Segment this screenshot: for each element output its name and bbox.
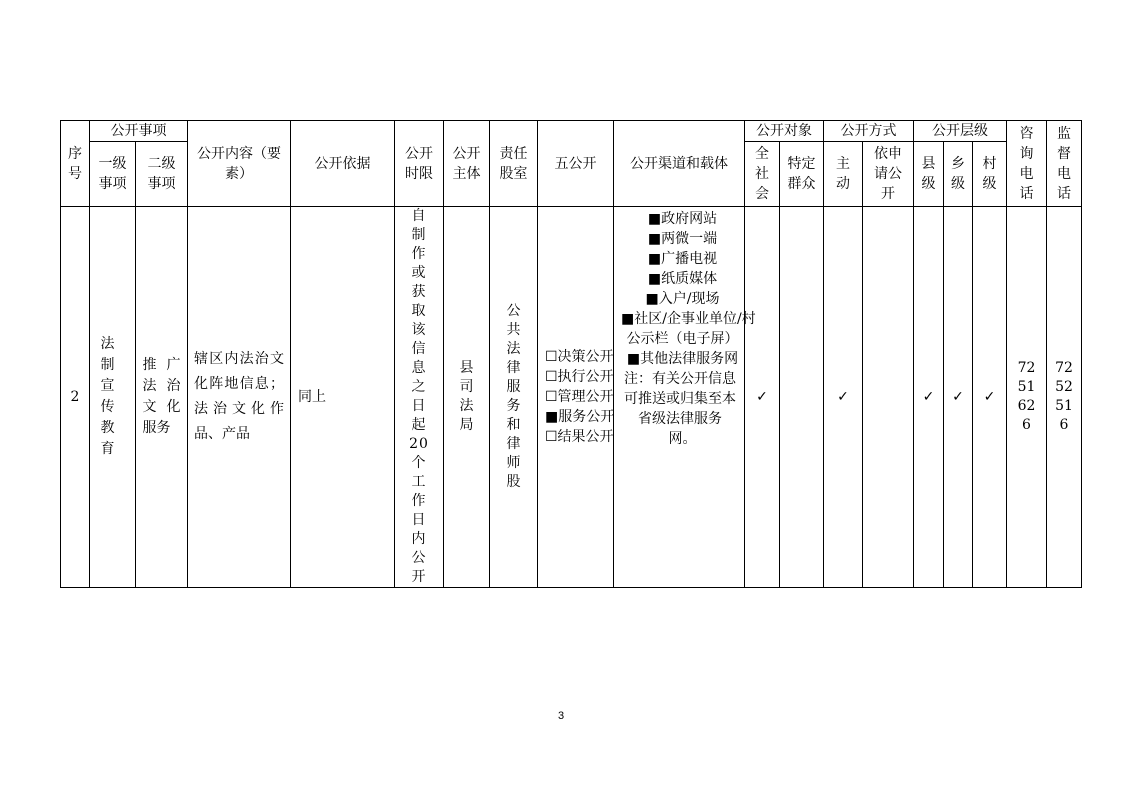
row-seq: 2 bbox=[61, 207, 90, 588]
header-public-item: 公开事项 bbox=[90, 121, 188, 142]
channel-item: 公示栏（电子屏） bbox=[626, 331, 739, 347]
header-row-1 bbox=[61, 121, 1082, 142]
channel-item: ■两微一端 bbox=[647, 231, 718, 247]
check-method-active: ✓ bbox=[824, 207, 863, 588]
header-time-limit: 公开时限 bbox=[395, 121, 444, 207]
channel-item: ■入户/现场 bbox=[645, 291, 720, 307]
check-target-specific bbox=[780, 207, 824, 588]
header-subject: 公开主体 bbox=[444, 121, 490, 207]
channel-note-end: 网。 bbox=[668, 431, 697, 447]
five-public-execution: ☐执行公开 bbox=[545, 369, 614, 385]
header-seq: 序号 bbox=[61, 121, 90, 207]
header-content: 公开内容（要素） bbox=[188, 121, 291, 207]
header-channel: 公开渠道和载体 bbox=[614, 121, 745, 207]
channel-note: 注：有关公开信息可推送或归集至本省级法律服务 bbox=[624, 371, 736, 427]
header-office: 责任股室 bbox=[490, 121, 538, 207]
header-level2: 二级事项 bbox=[136, 142, 188, 207]
channel-item: ■广播电视 bbox=[647, 251, 718, 267]
row-level2: 推广法治文化服务 bbox=[136, 207, 188, 588]
row-consult-phone: 7251626 bbox=[1007, 207, 1047, 588]
page-number: 3 bbox=[557, 710, 565, 722]
header-method: 公开方式 bbox=[824, 121, 914, 142]
header-target: 公开对象 bbox=[745, 121, 824, 142]
row-office: 公共法律服务和律师股 bbox=[490, 207, 538, 588]
channel-item: ■其他法律服务网 bbox=[626, 351, 739, 367]
channel-item: ■社区/企事业单位/村 bbox=[621, 311, 756, 327]
row-basis: 同上 bbox=[291, 207, 395, 588]
check-method-apply bbox=[863, 207, 914, 588]
row-subject: 县司法局 bbox=[444, 207, 490, 588]
table-row bbox=[61, 207, 1082, 588]
header-village: 村级 bbox=[973, 142, 1007, 207]
header-level1: 一级事项 bbox=[90, 142, 136, 207]
check-village: ✓ bbox=[973, 207, 1007, 588]
five-public-service: ■服务公开 bbox=[545, 409, 615, 425]
header-five-public: 五公开 bbox=[538, 121, 614, 207]
header-consult-phone: 咨询电话 bbox=[1007, 121, 1047, 207]
channel-item: ■政府网站 bbox=[647, 211, 718, 227]
check-target-all: ✓ bbox=[745, 207, 780, 588]
row-supervise-phone: 7252516 bbox=[1047, 207, 1082, 588]
header-method-apply: 依申请公开 bbox=[863, 142, 914, 207]
header-supervise-phone: 监督电话 bbox=[1047, 121, 1082, 207]
row-channel bbox=[614, 207, 756, 588]
five-public-management: ☐管理公开 bbox=[545, 389, 614, 405]
check-township: ✓ bbox=[944, 207, 973, 588]
header-basis: 公开依据 bbox=[291, 121, 395, 207]
channel-item: ■纸质媒体 bbox=[647, 271, 718, 287]
five-public-decision: ☐决策公开 bbox=[545, 349, 614, 365]
row-five-public bbox=[538, 207, 614, 588]
row-content: 辖区内法治文化阵地信息；法治文化作品、产品 bbox=[188, 207, 291, 588]
five-public-result: ☐结果公开 bbox=[545, 429, 614, 445]
header-method-active: 主动 bbox=[824, 142, 863, 207]
header-county: 县级 bbox=[914, 142, 944, 207]
header-levels: 公开层级 bbox=[914, 121, 1007, 142]
header-target-specific: 特定群众 bbox=[780, 142, 824, 207]
header-target-all: 全社会 bbox=[745, 142, 780, 207]
disclosure-table bbox=[60, 120, 1082, 588]
check-county: ✓ bbox=[914, 207, 944, 588]
row-time-limit: 自制作或获取该信息之日起20个工作日内公开 bbox=[395, 207, 444, 588]
header-township: 乡级 bbox=[944, 142, 973, 207]
row-level1: 法制宣传教育 bbox=[90, 207, 136, 588]
